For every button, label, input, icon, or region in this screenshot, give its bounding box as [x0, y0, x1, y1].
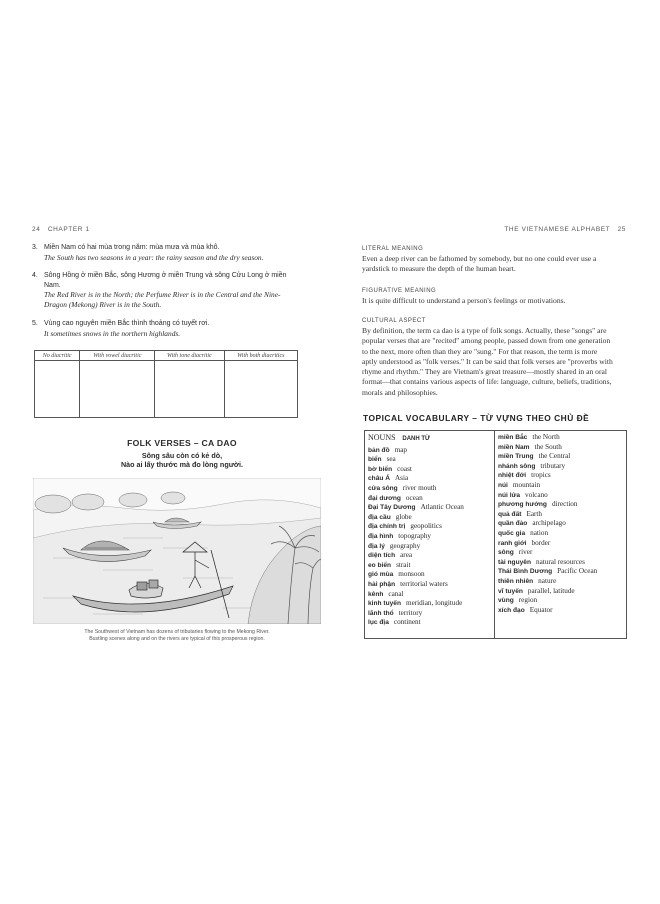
vocabulary-word: sông	[498, 549, 514, 557]
vocabulary-entry	[498, 491, 624, 501]
figurative-meaning-line: It is quite difficult to understand a person's feelings or motivations.	[362, 296, 566, 305]
cultural-aspect-heading: CULTURAL ASPECT	[362, 318, 426, 324]
vocabulary-entry	[498, 558, 624, 568]
vocabulary-word: kênh	[368, 590, 384, 598]
vocabulary-word: địa hình	[368, 532, 394, 540]
vocabulary-entry	[368, 503, 492, 513]
right-running-head	[504, 226, 626, 233]
item-3-english: The South has two seasons in a year: the rainy season and the dry season.	[44, 252, 264, 262]
left-running-head	[32, 226, 90, 233]
vocabulary-gloss: natural resources	[535, 557, 585, 566]
literal-meaning-line: Even a deep river can be fathomed by somebody, but no one could ever use a	[362, 254, 597, 263]
vocabulary-word: tài nguyên	[498, 558, 531, 566]
vocabulary-word: cửa sông	[368, 484, 398, 492]
mekong-river-illustration	[33, 478, 321, 624]
vocabulary-entry	[498, 567, 624, 577]
vocabulary-entry	[498, 500, 624, 510]
table-cell[interactable]	[80, 361, 155, 418]
nouns-label: NOUNS	[368, 433, 396, 442]
folk-verse-line-2: Nào ai lấy thước mà đo lòng người.	[120, 460, 244, 469]
literal-meaning-line: yardstick to measure the depth of the human heart.	[362, 264, 516, 274]
diacritic-table	[34, 350, 298, 418]
cultural-aspect-line: morals and philosophies.	[362, 387, 438, 397]
nouns-vn-label: DANH TỪ	[402, 436, 431, 442]
vocabulary-word: địa chính trị	[368, 523, 406, 531]
figurative-meaning-heading: FIGURATIVE MEANING	[362, 288, 437, 294]
vocabulary-gloss: Earth	[526, 509, 543, 518]
vocabulary-entry	[498, 529, 624, 539]
vocabulary-word: hải phận	[368, 580, 396, 588]
vocabulary-word: nhiệt đới	[498, 472, 527, 480]
vocabulary-word: bản đồ	[368, 446, 390, 454]
vocabulary-word: châu Á	[368, 475, 390, 483]
vocabulary-entry	[498, 519, 624, 529]
vocabulary-entry	[368, 599, 492, 609]
vocabulary-word: miền Trung	[498, 453, 534, 461]
vocabulary-entry	[498, 596, 624, 606]
table-cell[interactable]	[155, 361, 224, 418]
vocabulary-entry	[498, 481, 624, 491]
vocabulary-entry	[368, 561, 492, 571]
illustration-caption	[32, 629, 322, 643]
vocabulary-gloss: the North	[532, 433, 560, 441]
table-header: With tone diacritic	[155, 351, 224, 361]
vocabulary-gloss: territory	[398, 608, 423, 617]
vocabulary-gloss: canal	[388, 589, 404, 598]
vocabulary-gloss: Asia	[394, 474, 409, 483]
vocabulary-gloss: border	[531, 538, 551, 547]
table-header: With vowel diacritic	[80, 351, 155, 361]
vocabulary-entry	[368, 542, 492, 552]
vocabulary-gloss: volcano	[525, 490, 548, 499]
vocabulary-word: kinh tuyến	[368, 600, 401, 608]
cultural-aspect-line: format—that contains various aspects of life: language, culture, beliefs, traditions,	[362, 377, 612, 387]
vocabulary-gloss: mountain	[512, 480, 541, 489]
vocabulary-word: vĩ tuyến	[498, 587, 523, 595]
vocabulary-gloss: nature	[538, 576, 557, 585]
vocabulary-gloss: ocean	[405, 493, 423, 502]
vocabulary-entry	[498, 471, 624, 481]
vocabulary-box	[364, 430, 627, 639]
vocabulary-gloss: sea	[386, 455, 396, 464]
vocabulary-word: địa lý	[368, 542, 385, 550]
vocabulary-gloss: strait	[396, 560, 411, 569]
vocabulary-word: nhánh sông	[498, 462, 536, 470]
literal-meaning-section	[362, 246, 637, 275]
cultural-aspect-line: aptly understood as "folk verses." It can be said that folk verses are "proverbs with	[362, 356, 613, 366]
vocabulary-entry	[368, 494, 492, 504]
folk-verse-line-1: Sông sâu còn có kẻ dò,	[141, 451, 223, 460]
vocabulary-entry	[498, 452, 624, 462]
vocabulary-gloss: region	[518, 596, 538, 605]
caption-line-2: Bustling scenes along and on the rivers are typical of this prosperous region.	[89, 636, 265, 642]
vocabulary-word: biển	[368, 456, 382, 464]
vocabulary-entry	[498, 587, 624, 597]
vocabulary-entry	[498, 443, 624, 453]
vocabulary-entry	[368, 618, 492, 628]
vocabulary-left-column	[368, 433, 492, 628]
vocabulary-entry	[368, 465, 492, 475]
vocabulary-divider	[494, 431, 495, 638]
item-4-vietnamese-line-1: Sông Hồng ở miền Bắc, sông Hương ở miền Trung và sông Cửu Long ở miền	[44, 272, 287, 279]
vocabulary-gloss: geopolitics	[410, 522, 442, 531]
vocabulary-gloss: map	[394, 445, 407, 454]
exercise-item-3: 3. Miền Nam có hai mùa trong năm: mùa mưa và mùa khô. The South has two seasons in a year: the rainy season and the dry season.	[32, 243, 312, 262]
cultural-aspect-line: By definition, the term ca dao is a type of folk songs. Actually, these "songs" are	[362, 326, 607, 335]
folk-verses-title: FOLK VERSES – CA DAO	[127, 438, 237, 448]
vocabulary-word: lãnh thổ	[368, 609, 394, 617]
vocabulary-entry	[368, 609, 492, 619]
vocabulary-word: lục địa	[368, 619, 389, 627]
vocabulary-gloss: nation	[530, 528, 549, 537]
vocabulary-gloss: Equator	[529, 605, 553, 614]
cultural-aspect-line: rhyme and rhythm." They are Vietnam's great treasure—mostly shared in an oral	[362, 367, 607, 377]
vocabulary-gloss: Atlantic Ocean	[420, 503, 464, 512]
vocabulary-word: vùng	[498, 597, 514, 605]
item-4-vietnamese-line-2: Nam.	[44, 281, 61, 289]
vocabulary-entry	[498, 433, 624, 443]
vocabulary-word: Đại Tây Dương	[368, 504, 416, 512]
vocabulary-word: eo biển	[368, 561, 392, 569]
vocabulary-gloss: topography	[398, 531, 432, 540]
vocabulary-gloss: Pacific Ocean	[557, 567, 598, 576]
vocabulary-word: ranh giới	[498, 539, 527, 547]
vocabulary-entry	[498, 462, 624, 472]
vocabulary-word: thiên nhiên	[498, 577, 534, 585]
table-cell[interactable]	[224, 361, 297, 418]
vocabulary-gloss: river	[518, 548, 533, 557]
vocabulary-entry	[368, 513, 492, 523]
folk-verses	[32, 438, 332, 469]
vocabulary-word: quần đảo	[498, 520, 528, 528]
vocabulary-word: xích đạo	[498, 606, 525, 614]
item-5-english: It sometimes snows in the northern highlands.	[44, 328, 181, 338]
vocabulary-entry	[368, 532, 492, 542]
vocabulary-entry	[368, 455, 492, 465]
right-book-label: THE VIETNAMESE ALPHABET	[504, 226, 611, 233]
vocabulary-entry	[368, 590, 492, 600]
vocabulary-word: phương hướng	[498, 501, 547, 509]
vocabulary-entry	[368, 551, 492, 561]
vocabulary-gloss: coast	[397, 464, 412, 473]
vocabulary-gloss: tropics	[531, 471, 551, 480]
table-cell[interactable]	[35, 361, 80, 418]
vocabulary-gloss: the South	[534, 442, 562, 451]
vocabulary-gloss: monsoon	[398, 570, 425, 579]
vocabulary-word: bờ biển	[368, 465, 393, 473]
cultural-aspect-line: popular verses that are "recited" among people, passed down from one generation	[362, 336, 611, 346]
vocabulary-word: núi	[498, 481, 508, 489]
vocabulary-word: Thái Bình Dương	[498, 568, 553, 576]
vocabulary-word: quốc gia	[498, 529, 526, 537]
table-header: With both diacritics	[224, 351, 297, 361]
vocabulary-word: đại dương	[368, 494, 401, 502]
exercise-item-5: 5. Vùng cao nguyên miền Bắc thình thoảng có tuyết rơi. It sometimes snows in the northern highlands.	[32, 319, 312, 338]
vocabulary-entry	[498, 539, 624, 549]
left-page-number: 24	[32, 226, 41, 233]
item-3-vietnamese: Miền Nam có hai mùa trong năm: mùa mưa và mùa khô.	[44, 244, 220, 251]
cultural-aspect-section	[362, 318, 640, 398]
vocabulary-gloss: the Central	[538, 452, 571, 461]
vocabulary-entry	[368, 474, 492, 484]
cultural-aspect-line: to the next, more often than they are "sung." For that reason, the term is more	[362, 346, 598, 356]
vocabulary-word: miền Nam	[498, 443, 530, 451]
vocabulary-gloss: continent	[393, 618, 421, 627]
vocabulary-word: gió mùa	[368, 571, 394, 579]
vocabulary-entry	[498, 510, 624, 520]
left-chapter-label: CHAPTER 1	[47, 226, 90, 233]
item-4-english-line-2: Dragon (Mekong) River is in the South.	[44, 299, 162, 309]
right-page-number: 25	[617, 226, 626, 233]
vocabulary-word: địa cầu	[368, 513, 391, 521]
vocabulary-word: miền Bắc	[498, 434, 528, 441]
vocabulary-entry	[498, 577, 624, 587]
vocabulary-gloss: archipelago	[532, 519, 566, 528]
vocabulary-entry	[368, 522, 492, 532]
literal-meaning-heading: LITERAL MEANING	[362, 246, 424, 252]
vocabulary-gloss: direction	[551, 500, 578, 509]
vocabulary-gloss: meridian, longitude	[405, 599, 463, 608]
vocabulary-right-column	[498, 433, 624, 615]
figurative-meaning-section	[362, 288, 637, 306]
vocabulary-entry	[498, 606, 624, 616]
vocabulary-entry	[368, 484, 492, 494]
vocabulary-word: quả đất	[498, 510, 522, 518]
vocabulary-gloss: parallel, latitude	[527, 586, 575, 595]
vocabulary-entry	[368, 580, 492, 590]
vocabulary-entry	[368, 446, 492, 456]
vocabulary-word: núi lửa	[498, 491, 520, 499]
item-5-vietnamese: Vùng cao nguyên miền Bắc thình thoảng có tuyết rơi.	[44, 320, 210, 327]
item-4-english-line-1: The Red River is in the North; the Perfume River is in the Central and the Nine-	[44, 290, 281, 299]
vocabulary-gloss: geography	[389, 541, 421, 550]
vocabulary-entry	[368, 570, 492, 580]
vocabulary-gloss: territorial waters	[400, 579, 448, 588]
exercise-item-4: 4. Sông Hồng ở miền Bắc, sông Hương ở miền Trung và sông Cửu Long ở miền Nam. The Red River is in the North; the Perfume River is in the Central and the Nine- Dragon (Mekong) River is in the South.	[32, 271, 322, 309]
caption-line-1: The Southwest of Vietnam has dozens of tributaries flowing to the Mekong River.	[84, 629, 270, 635]
topical-vocabulary-title: TOPICAL VOCABULARY – TỪ VỰNG THEO CHỦ ĐỀ	[363, 413, 590, 423]
vocabulary-gloss: area	[400, 551, 413, 560]
vocabulary-gloss: river mouth	[402, 483, 437, 492]
vocabulary-gloss: globe	[395, 512, 412, 521]
nouns-heading	[368, 433, 492, 445]
vocabulary-entry	[498, 548, 624, 558]
vocabulary-word: diện tích	[368, 552, 396, 560]
table-header: No diacritic	[35, 351, 80, 361]
vocabulary-gloss: tributary	[540, 461, 566, 470]
